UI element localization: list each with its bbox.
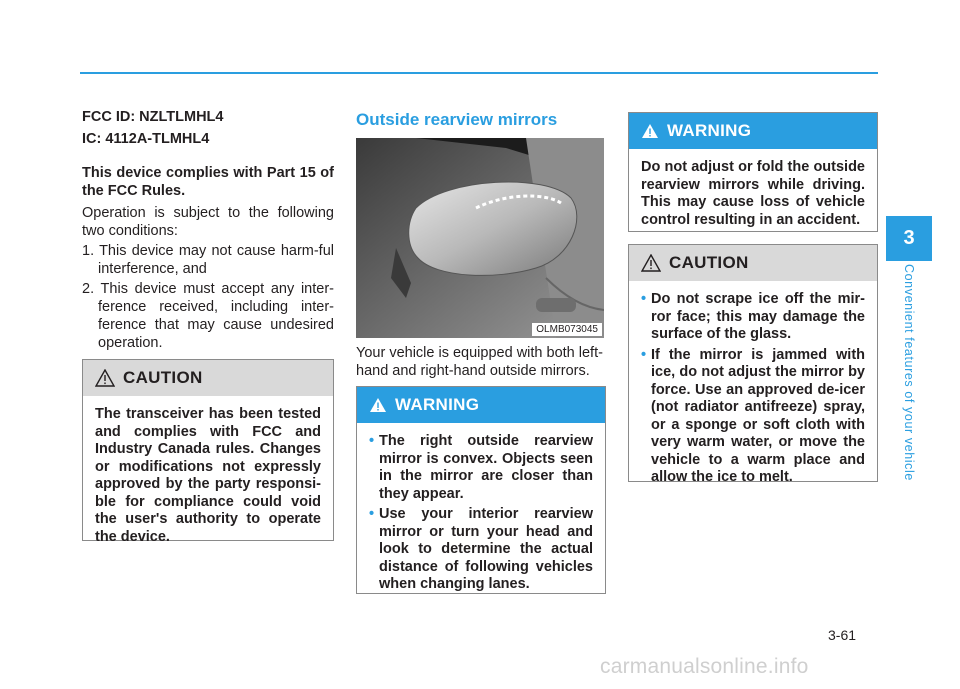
warning-triangle-icon — [369, 397, 387, 413]
caution-title: CAUTION — [669, 253, 749, 272]
mirrors-description: Your vehicle is equipped with both left-hand and right-hand outside mirrors. — [356, 345, 603, 379]
warning-item: • Use your interior rearview mirror or turn your head and look to determine the actual distance of following vehicles when changing lanes. — [369, 506, 593, 592]
caution-item: • If the mirror is jammed with ice, do not adjust the mirror by force. Use an approved de-icer (not radiator antifreeze) spray, or a sponge or soft cloth with very warm water, or move the vehicle to a warm place and allow the ice to melt. — [641, 346, 865, 485]
caution-header — [629, 245, 877, 281]
mirror-photo — [356, 138, 604, 338]
warning-header — [629, 113, 877, 149]
chapter-tab: 3 — [886, 216, 932, 261]
caution-box-transceiver — [82, 359, 334, 545]
image-code: OLMB073045 — [532, 323, 602, 336]
caution-header — [83, 360, 333, 396]
warning-title: WARNING — [667, 121, 752, 140]
warning-title: WARNING — [395, 395, 480, 414]
warning-triangle-icon — [641, 254, 661, 272]
warning-triangle-icon — [95, 369, 115, 387]
warning-body: Do not adjust or fold the outside rearview mirrors while driving. This may cause loss of vehicle control resulting in an accident. — [641, 159, 865, 228]
compliance-statement: This device complies with Part 15 of the FCC Rules. — [82, 165, 334, 199]
watermark: carmanualsonline.info — [600, 655, 809, 678]
section-title: Outside rearview mirrors — [356, 110, 558, 129]
fcc-section — [82, 108, 334, 352]
ic-number: IC: 4112A-TLMHL4 — [82, 131, 210, 147]
condition-item: 2. This device must accept any inter-ference received, including inter-ference that may cause undesired operation. — [82, 281, 334, 351]
caution-title: CAUTION — [123, 368, 203, 387]
warning-header — [357, 387, 605, 423]
caution-body — [629, 281, 877, 502]
caution-body: The transceiver has been tested and complies with FCC and Industry Canada rules. Changes or modifications not expressly approved by the party responsi-ble for compliance could void the user's authority to operate the device. — [95, 406, 321, 545]
warning-item: • The right outside rearview mirror is convex. Objects seen in the mirror are closer than they appear. — [369, 433, 593, 502]
conditions-list — [82, 242, 334, 352]
caution-item: • Do not scrape ice off the mir-ror face; this may damage the surface of the glass. — [641, 291, 865, 342]
caution-box-ice — [628, 244, 878, 485]
warning-box-adjust — [628, 112, 878, 232]
condition-item: 1. This device may not cause harm-ful interference, and — [82, 243, 334, 277]
chapter-label: Convenient features of your vehicle — [902, 264, 916, 481]
warning-box-convex — [356, 386, 606, 594]
warning-triangle-icon — [641, 123, 659, 139]
operation-statement: Operation is subject to the following two conditions: — [82, 205, 334, 239]
fcc-id: FCC ID: NZLTLMHL4 — [82, 109, 224, 125]
page-number: 3-61 — [828, 627, 857, 643]
warning-body — [357, 423, 605, 609]
top-divider — [80, 72, 878, 74]
side-mirror-illustration — [356, 138, 604, 338]
